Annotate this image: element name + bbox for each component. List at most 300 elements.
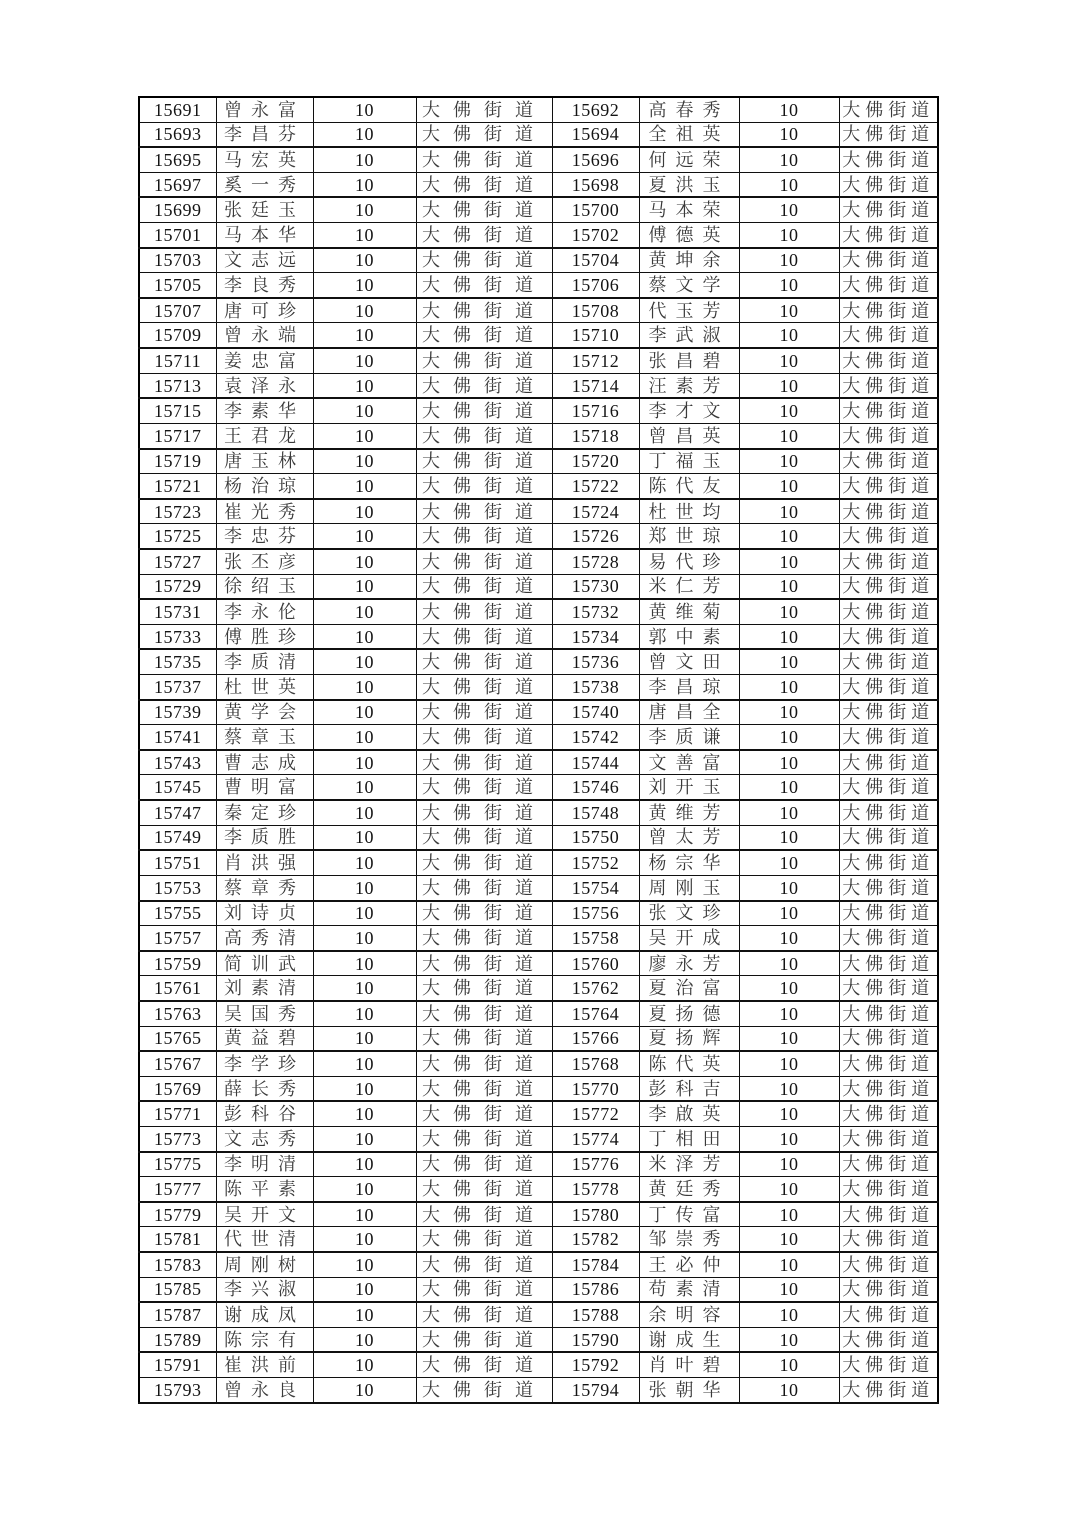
person-name-cell: 黄维菊 xyxy=(639,599,739,624)
person-name-cell: 李质谦 xyxy=(639,725,739,750)
person-name-cell: 陈代英 xyxy=(639,1051,739,1076)
person-id-cell: 15733 xyxy=(139,624,216,649)
street-cell: 大佛街道 xyxy=(839,951,938,976)
person-id-cell: 15760 xyxy=(552,951,639,976)
street-cell: 大佛街道 xyxy=(416,825,552,850)
person-id-cell: 15697 xyxy=(139,172,216,197)
street-cell: 大佛街道 xyxy=(839,1378,938,1403)
count-cell: 10 xyxy=(739,624,839,649)
count-cell: 10 xyxy=(313,172,416,197)
count-cell: 10 xyxy=(313,951,416,976)
street-cell: 大佛街道 xyxy=(416,574,552,599)
street-cell: 大佛街道 xyxy=(839,197,938,222)
person-name-cell: 黄维芳 xyxy=(639,800,739,825)
table-row xyxy=(139,197,938,222)
person-id-cell: 15787 xyxy=(139,1302,216,1327)
person-name-cell: 薛长秀 xyxy=(216,1076,313,1101)
count-cell: 10 xyxy=(313,273,416,298)
table-row xyxy=(139,901,938,926)
street-cell: 大佛街道 xyxy=(839,122,938,147)
table-row xyxy=(139,298,938,323)
person-name-cell: 代世清 xyxy=(216,1227,313,1252)
person-name-cell: 蔡章玉 xyxy=(216,725,313,750)
person-name-cell: 黄益碧 xyxy=(216,1026,313,1051)
person-name-cell: 曹志成 xyxy=(216,750,313,775)
person-name-cell: 文善富 xyxy=(639,750,739,775)
count-cell: 10 xyxy=(739,248,839,273)
street-cell: 大佛街道 xyxy=(839,901,938,926)
person-id-cell: 15700 xyxy=(552,197,639,222)
person-id-cell: 15790 xyxy=(552,1327,639,1352)
table-row xyxy=(139,775,938,800)
person-name-cell: 李啟英 xyxy=(639,1101,739,1126)
person-id-cell: 15741 xyxy=(139,725,216,750)
person-id-cell: 15770 xyxy=(552,1076,639,1101)
person-name-cell: 曾永富 xyxy=(216,97,313,122)
street-cell: 大佛街道 xyxy=(839,1001,938,1026)
table-row xyxy=(139,1152,938,1177)
table-row xyxy=(139,1177,938,1202)
person-id-cell: 15786 xyxy=(552,1277,639,1302)
person-id-cell: 15788 xyxy=(552,1302,639,1327)
person-id-cell: 15779 xyxy=(139,1202,216,1227)
count-cell: 10 xyxy=(739,449,839,474)
count-cell: 10 xyxy=(739,1302,839,1327)
count-cell: 10 xyxy=(313,775,416,800)
person-id-cell: 15704 xyxy=(552,248,639,273)
resident-roster-table xyxy=(138,96,939,1404)
person-name-cell: 米仁芳 xyxy=(639,574,739,599)
person-name-cell: 杨宗华 xyxy=(639,850,739,875)
street-cell: 大佛街道 xyxy=(839,147,938,172)
count-cell: 10 xyxy=(313,398,416,423)
person-id-cell: 15781 xyxy=(139,1227,216,1252)
person-id-cell: 15696 xyxy=(552,147,639,172)
count-cell: 10 xyxy=(739,926,839,951)
person-name-cell: 曾太芳 xyxy=(639,825,739,850)
count-cell: 10 xyxy=(313,901,416,926)
street-cell: 大佛街道 xyxy=(416,122,552,147)
person-id-cell: 15742 xyxy=(552,725,639,750)
street-cell: 大佛街道 xyxy=(839,474,938,499)
street-cell: 大佛街道 xyxy=(416,474,552,499)
person-id-cell: 15737 xyxy=(139,675,216,700)
count-cell: 10 xyxy=(739,1152,839,1177)
person-name-cell: 夏扬辉 xyxy=(639,1026,739,1051)
person-name-cell: 李学珍 xyxy=(216,1051,313,1076)
person-id-cell: 15731 xyxy=(139,599,216,624)
count-cell: 10 xyxy=(313,323,416,348)
count-cell: 10 xyxy=(739,1026,839,1051)
street-cell: 大佛街道 xyxy=(416,599,552,624)
count-cell: 10 xyxy=(739,1177,839,1202)
street-cell: 大佛街道 xyxy=(839,775,938,800)
person-id-cell: 15780 xyxy=(552,1202,639,1227)
count-cell: 10 xyxy=(739,197,839,222)
person-name-cell: 李明清 xyxy=(216,1152,313,1177)
person-id-cell: 15754 xyxy=(552,875,639,900)
person-id-cell: 15714 xyxy=(552,373,639,398)
person-id-cell: 15776 xyxy=(552,1152,639,1177)
street-cell: 大佛街道 xyxy=(839,1227,938,1252)
count-cell: 10 xyxy=(313,750,416,775)
person-name-cell: 夏洪玉 xyxy=(639,172,739,197)
table-row xyxy=(139,800,938,825)
person-id-cell: 15724 xyxy=(552,499,639,524)
person-name-cell: 米泽芳 xyxy=(639,1152,739,1177)
person-name-cell: 徐绍玉 xyxy=(216,574,313,599)
person-name-cell: 杨治琼 xyxy=(216,474,313,499)
person-name-cell: 张文珍 xyxy=(639,901,739,926)
street-cell: 大佛街道 xyxy=(416,1302,552,1327)
person-id-cell: 15793 xyxy=(139,1378,216,1403)
table-row xyxy=(139,97,938,122)
person-name-cell: 唐昌全 xyxy=(639,700,739,725)
street-cell: 大佛街道 xyxy=(416,800,552,825)
count-cell: 10 xyxy=(739,373,839,398)
person-id-cell: 15735 xyxy=(139,649,216,674)
person-id-cell: 15766 xyxy=(552,1026,639,1051)
count-cell: 10 xyxy=(739,122,839,147)
count-cell: 10 xyxy=(313,423,416,448)
person-name-cell: 李武淑 xyxy=(639,323,739,348)
person-id-cell: 15725 xyxy=(139,524,216,549)
table-row xyxy=(139,675,938,700)
person-name-cell: 郭中素 xyxy=(639,624,739,649)
table-row xyxy=(139,172,938,197)
person-name-cell: 崔洪前 xyxy=(216,1352,313,1377)
count-cell: 10 xyxy=(739,1378,839,1403)
person-name-cell: 文志秀 xyxy=(216,1126,313,1151)
person-id-cell: 15745 xyxy=(139,775,216,800)
person-name-cell: 马宏英 xyxy=(216,147,313,172)
person-id-cell: 15708 xyxy=(552,298,639,323)
count-cell: 10 xyxy=(313,122,416,147)
table-row xyxy=(139,524,938,549)
person-name-cell: 傅胜珍 xyxy=(216,624,313,649)
count-cell: 10 xyxy=(313,599,416,624)
table-row xyxy=(139,599,938,624)
street-cell: 大佛街道 xyxy=(839,273,938,298)
person-name-cell: 杜世均 xyxy=(639,499,739,524)
table-row xyxy=(139,1026,938,1051)
street-cell: 大佛街道 xyxy=(416,323,552,348)
person-name-cell: 简训武 xyxy=(216,951,313,976)
count-cell: 10 xyxy=(313,348,416,373)
street-cell: 大佛街道 xyxy=(839,574,938,599)
person-name-cell: 李良秀 xyxy=(216,273,313,298)
person-name-cell: 李永伦 xyxy=(216,599,313,624)
count-cell: 10 xyxy=(313,197,416,222)
person-id-cell: 15791 xyxy=(139,1352,216,1377)
street-cell: 大佛街道 xyxy=(839,549,938,574)
person-id-cell: 15769 xyxy=(139,1076,216,1101)
street-cell: 大佛街道 xyxy=(416,1227,552,1252)
street-cell: 大佛街道 xyxy=(416,700,552,725)
person-id-cell: 15718 xyxy=(552,423,639,448)
street-cell: 大佛街道 xyxy=(839,398,938,423)
table-row xyxy=(139,398,938,423)
table-row xyxy=(139,273,938,298)
table-row xyxy=(139,1352,938,1377)
table-row xyxy=(139,1076,938,1101)
person-name-cell: 陈平素 xyxy=(216,1177,313,1202)
count-cell: 10 xyxy=(313,549,416,574)
count-cell: 10 xyxy=(313,675,416,700)
person-id-cell: 15694 xyxy=(552,122,639,147)
person-id-cell: 15703 xyxy=(139,248,216,273)
person-id-cell: 15701 xyxy=(139,223,216,248)
count-cell: 10 xyxy=(739,951,839,976)
person-id-cell: 15707 xyxy=(139,298,216,323)
person-id-cell: 15784 xyxy=(552,1252,639,1277)
street-cell: 大佛街道 xyxy=(416,850,552,875)
street-cell: 大佛街道 xyxy=(416,1001,552,1026)
street-cell: 大佛街道 xyxy=(839,1302,938,1327)
count-cell: 10 xyxy=(313,1202,416,1227)
table-row xyxy=(139,549,938,574)
person-id-cell: 15792 xyxy=(552,1352,639,1377)
table-row xyxy=(139,700,938,725)
person-id-cell: 15749 xyxy=(139,825,216,850)
count-cell: 10 xyxy=(313,298,416,323)
person-id-cell: 15699 xyxy=(139,197,216,222)
person-name-cell: 代玉芳 xyxy=(639,298,739,323)
table-row xyxy=(139,875,938,900)
street-cell: 大佛街道 xyxy=(839,449,938,474)
person-name-cell: 廖永芳 xyxy=(639,951,739,976)
street-cell: 大佛街道 xyxy=(839,1152,938,1177)
person-name-cell: 李兴淑 xyxy=(216,1277,313,1302)
person-id-cell: 15794 xyxy=(552,1378,639,1403)
count-cell: 10 xyxy=(739,524,839,549)
table-row xyxy=(139,1051,938,1076)
count-cell: 10 xyxy=(313,524,416,549)
person-name-cell: 曾文田 xyxy=(639,649,739,674)
street-cell: 大佛街道 xyxy=(416,725,552,750)
street-cell: 大佛街道 xyxy=(839,97,938,122)
table-row xyxy=(139,750,938,775)
person-name-cell: 李才文 xyxy=(639,398,739,423)
person-name-cell: 高秀清 xyxy=(216,926,313,951)
person-id-cell: 15738 xyxy=(552,675,639,700)
street-cell: 大佛街道 xyxy=(839,223,938,248)
table-row xyxy=(139,574,938,599)
person-name-cell: 刘素清 xyxy=(216,976,313,1001)
person-name-cell: 肖洪强 xyxy=(216,850,313,875)
count-cell: 10 xyxy=(739,1001,839,1026)
street-cell: 大佛街道 xyxy=(416,298,552,323)
street-cell: 大佛街道 xyxy=(416,1352,552,1377)
person-id-cell: 15782 xyxy=(552,1227,639,1252)
person-id-cell: 15761 xyxy=(139,976,216,1001)
person-id-cell: 15721 xyxy=(139,474,216,499)
street-cell: 大佛街道 xyxy=(839,1126,938,1151)
count-cell: 10 xyxy=(739,147,839,172)
person-name-cell: 郑世琼 xyxy=(639,524,739,549)
person-name-cell: 高春秀 xyxy=(639,97,739,122)
street-cell: 大佛街道 xyxy=(839,700,938,725)
street-cell: 大佛街道 xyxy=(416,624,552,649)
count-cell: 10 xyxy=(313,574,416,599)
person-name-cell: 易代珍 xyxy=(639,549,739,574)
count-cell: 10 xyxy=(739,1202,839,1227)
count-cell: 10 xyxy=(739,1126,839,1151)
count-cell: 10 xyxy=(739,850,839,875)
table-row xyxy=(139,373,938,398)
person-name-cell: 丁相田 xyxy=(639,1126,739,1151)
count-cell: 10 xyxy=(313,825,416,850)
table-row xyxy=(139,624,938,649)
street-cell: 大佛街道 xyxy=(416,499,552,524)
street-cell: 大佛街道 xyxy=(416,449,552,474)
person-id-cell: 15722 xyxy=(552,474,639,499)
person-id-cell: 15692 xyxy=(552,97,639,122)
table-row xyxy=(139,1202,938,1227)
person-id-cell: 15763 xyxy=(139,1001,216,1026)
street-cell: 大佛街道 xyxy=(416,1378,552,1403)
table-row xyxy=(139,499,938,524)
person-name-cell: 奚一秀 xyxy=(216,172,313,197)
table-row xyxy=(139,147,938,172)
person-id-cell: 15709 xyxy=(139,323,216,348)
person-name-cell: 吴开成 xyxy=(639,926,739,951)
person-name-cell: 秦定珍 xyxy=(216,800,313,825)
person-name-cell: 黄学会 xyxy=(216,700,313,725)
count-cell: 10 xyxy=(313,1126,416,1151)
street-cell: 大佛街道 xyxy=(839,976,938,1001)
street-cell: 大佛街道 xyxy=(416,976,552,1001)
table-row xyxy=(139,825,938,850)
street-cell: 大佛街道 xyxy=(416,1202,552,1227)
street-cell: 大佛街道 xyxy=(416,1327,552,1352)
street-cell: 大佛街道 xyxy=(839,675,938,700)
street-cell: 大佛街道 xyxy=(416,750,552,775)
street-cell: 大佛街道 xyxy=(839,1327,938,1352)
table-row xyxy=(139,1378,938,1403)
street-cell: 大佛街道 xyxy=(416,675,552,700)
count-cell: 10 xyxy=(739,1227,839,1252)
street-cell: 大佛街道 xyxy=(416,1076,552,1101)
table-row xyxy=(139,926,938,951)
street-cell: 大佛街道 xyxy=(416,273,552,298)
person-id-cell: 15785 xyxy=(139,1277,216,1302)
person-id-cell: 15729 xyxy=(139,574,216,599)
person-name-cell: 傅德英 xyxy=(639,223,739,248)
person-name-cell: 曹明富 xyxy=(216,775,313,800)
person-name-cell: 文志远 xyxy=(216,248,313,273)
person-id-cell: 15702 xyxy=(552,223,639,248)
person-id-cell: 15739 xyxy=(139,700,216,725)
person-name-cell: 曾昌英 xyxy=(639,423,739,448)
count-cell: 10 xyxy=(313,1177,416,1202)
street-cell: 大佛街道 xyxy=(839,1352,938,1377)
person-name-cell: 姜忠富 xyxy=(216,348,313,373)
street-cell: 大佛街道 xyxy=(416,1177,552,1202)
street-cell: 大佛街道 xyxy=(839,298,938,323)
count-cell: 10 xyxy=(313,1302,416,1327)
count-cell: 10 xyxy=(313,1378,416,1403)
person-name-cell: 彭科谷 xyxy=(216,1101,313,1126)
table-row xyxy=(139,1277,938,1302)
person-id-cell: 15693 xyxy=(139,122,216,147)
street-cell: 大佛街道 xyxy=(839,1202,938,1227)
person-id-cell: 15720 xyxy=(552,449,639,474)
count-cell: 10 xyxy=(313,1352,416,1377)
street-cell: 大佛街道 xyxy=(839,1177,938,1202)
person-id-cell: 15730 xyxy=(552,574,639,599)
count-cell: 10 xyxy=(739,223,839,248)
person-name-cell: 谢成生 xyxy=(639,1327,739,1352)
person-name-cell: 李昌芬 xyxy=(216,122,313,147)
table-row xyxy=(139,449,938,474)
person-id-cell: 15775 xyxy=(139,1152,216,1177)
person-id-cell: 15746 xyxy=(552,775,639,800)
count-cell: 10 xyxy=(313,926,416,951)
street-cell: 大佛街道 xyxy=(416,223,552,248)
table-row xyxy=(139,323,938,348)
street-cell: 大佛街道 xyxy=(839,599,938,624)
table-row xyxy=(139,1001,938,1026)
table-row xyxy=(139,1327,938,1352)
street-cell: 大佛街道 xyxy=(416,901,552,926)
person-id-cell: 15705 xyxy=(139,273,216,298)
person-name-cell: 曾永端 xyxy=(216,323,313,348)
person-name-cell: 李昌琼 xyxy=(639,675,739,700)
count-cell: 10 xyxy=(739,474,839,499)
street-cell: 大佛街道 xyxy=(839,800,938,825)
street-cell: 大佛街道 xyxy=(839,750,938,775)
person-id-cell: 15778 xyxy=(552,1177,639,1202)
person-id-cell: 15719 xyxy=(139,449,216,474)
person-id-cell: 15706 xyxy=(552,273,639,298)
street-cell: 大佛街道 xyxy=(416,926,552,951)
person-name-cell: 陈宗有 xyxy=(216,1327,313,1352)
count-cell: 10 xyxy=(739,1277,839,1302)
count-cell: 10 xyxy=(313,373,416,398)
person-name-cell: 张昌碧 xyxy=(639,348,739,373)
person-name-cell: 邹崇秀 xyxy=(639,1227,739,1252)
person-id-cell: 15734 xyxy=(552,624,639,649)
count-cell: 10 xyxy=(739,775,839,800)
roster-table-container xyxy=(138,96,937,1404)
count-cell: 10 xyxy=(739,398,839,423)
person-id-cell: 15747 xyxy=(139,800,216,825)
roster-table-body xyxy=(139,97,938,1403)
person-id-cell: 15758 xyxy=(552,926,639,951)
person-name-cell: 全祖英 xyxy=(639,122,739,147)
street-cell: 大佛街道 xyxy=(416,1252,552,1277)
count-cell: 10 xyxy=(739,1352,839,1377)
street-cell: 大佛街道 xyxy=(839,624,938,649)
street-cell: 大佛街道 xyxy=(416,649,552,674)
count-cell: 10 xyxy=(313,223,416,248)
person-name-cell: 蔡文学 xyxy=(639,273,739,298)
person-name-cell: 夏治富 xyxy=(639,976,739,1001)
street-cell: 大佛街道 xyxy=(839,725,938,750)
person-name-cell: 杜世英 xyxy=(216,675,313,700)
person-id-cell: 15759 xyxy=(139,951,216,976)
person-id-cell: 15762 xyxy=(552,976,639,1001)
table-row xyxy=(139,348,938,373)
person-name-cell: 肖叶碧 xyxy=(639,1352,739,1377)
count-cell: 10 xyxy=(313,1252,416,1277)
person-id-cell: 15726 xyxy=(552,524,639,549)
person-id-cell: 15773 xyxy=(139,1126,216,1151)
count-cell: 10 xyxy=(739,599,839,624)
person-name-cell: 余明容 xyxy=(639,1302,739,1327)
count-cell: 10 xyxy=(739,273,839,298)
